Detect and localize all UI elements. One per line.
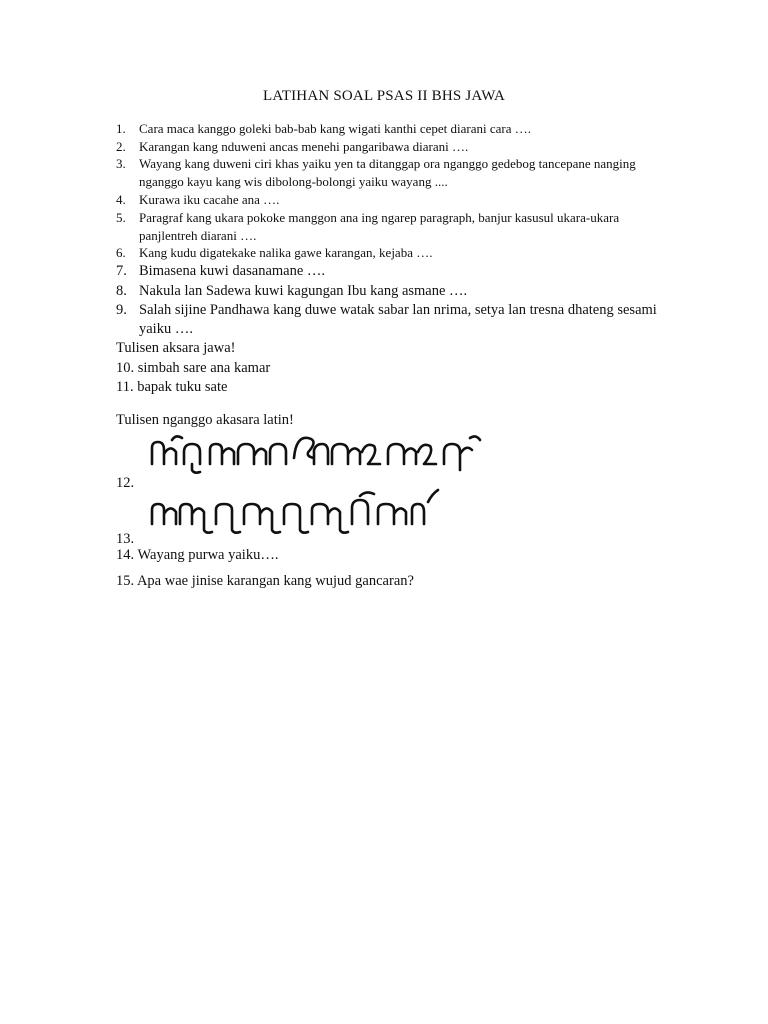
question-text: Kurawa iku cacahe ana …. xyxy=(139,192,280,207)
question-number: 1. xyxy=(116,121,126,136)
question-number: 8. xyxy=(116,283,127,299)
question-text: Paragraf kang ukara pokoke manggon ana ing ngarep paragraph, banjur kasusul ukara-ukara panjlentreh diarani …. xyxy=(139,210,620,243)
question-text: Bimasena kuwi dasanamane …. xyxy=(139,263,326,279)
section-heading-latin: Tulisen nganggo akasara latin! xyxy=(116,412,294,428)
question-10: 10. simbah sare ana kamar xyxy=(116,360,271,376)
question-text: Cara maca kanggo goleki bab-bab kang wigati kanthi cepet diarani cara …. xyxy=(139,121,532,136)
question-15: 15. Apa wae jinise karangan kang wujud gancaran? xyxy=(116,573,414,589)
section-heading-aksara-jawa: Tulisen aksara jawa! xyxy=(116,340,236,356)
javanese-script-image-13 xyxy=(146,486,446,536)
javanese-script-image-12 xyxy=(146,430,486,476)
question-number: 3. xyxy=(116,156,126,171)
question-number: 9. xyxy=(116,302,127,318)
question-12-number: 12. xyxy=(116,475,135,491)
question-11: 11. bapak tuku sate xyxy=(116,379,228,395)
question-13-number: 13. xyxy=(116,531,135,547)
question-text: Wayang kang duweni ciri khas yaiku yen ta ditanggap ora nganggo gedebog tancepane nanging nganggo kayu kang wis dibolong-bolongi yaiku wayang .... xyxy=(139,156,636,189)
question-text: Nakula lan Sadewa kuwi kagungan Ibu kang asmane …. xyxy=(139,283,468,299)
page-title: LATIHAN SOAL PSAS II BHS JAWA xyxy=(263,88,505,104)
question-text: Salah sijine Pandhawa kang duwe watak sabar lan nrima, setya lan tresna dhateng sesami yaiku …. xyxy=(139,302,657,337)
question-text: Karangan kang nduweni ancas menehi pangaribawa diarani …. xyxy=(139,139,469,154)
question-number: 7. xyxy=(116,263,127,279)
question-text: Kang kudu digatekake nalika gawe karangan, kejaba …. xyxy=(139,245,433,260)
question-number: 6. xyxy=(116,245,126,260)
question-number: 2. xyxy=(116,139,126,154)
question-number: 4. xyxy=(116,192,126,207)
question-number: 5. xyxy=(116,210,126,225)
question-14: 14. Wayang purwa yaiku…. xyxy=(116,547,279,563)
